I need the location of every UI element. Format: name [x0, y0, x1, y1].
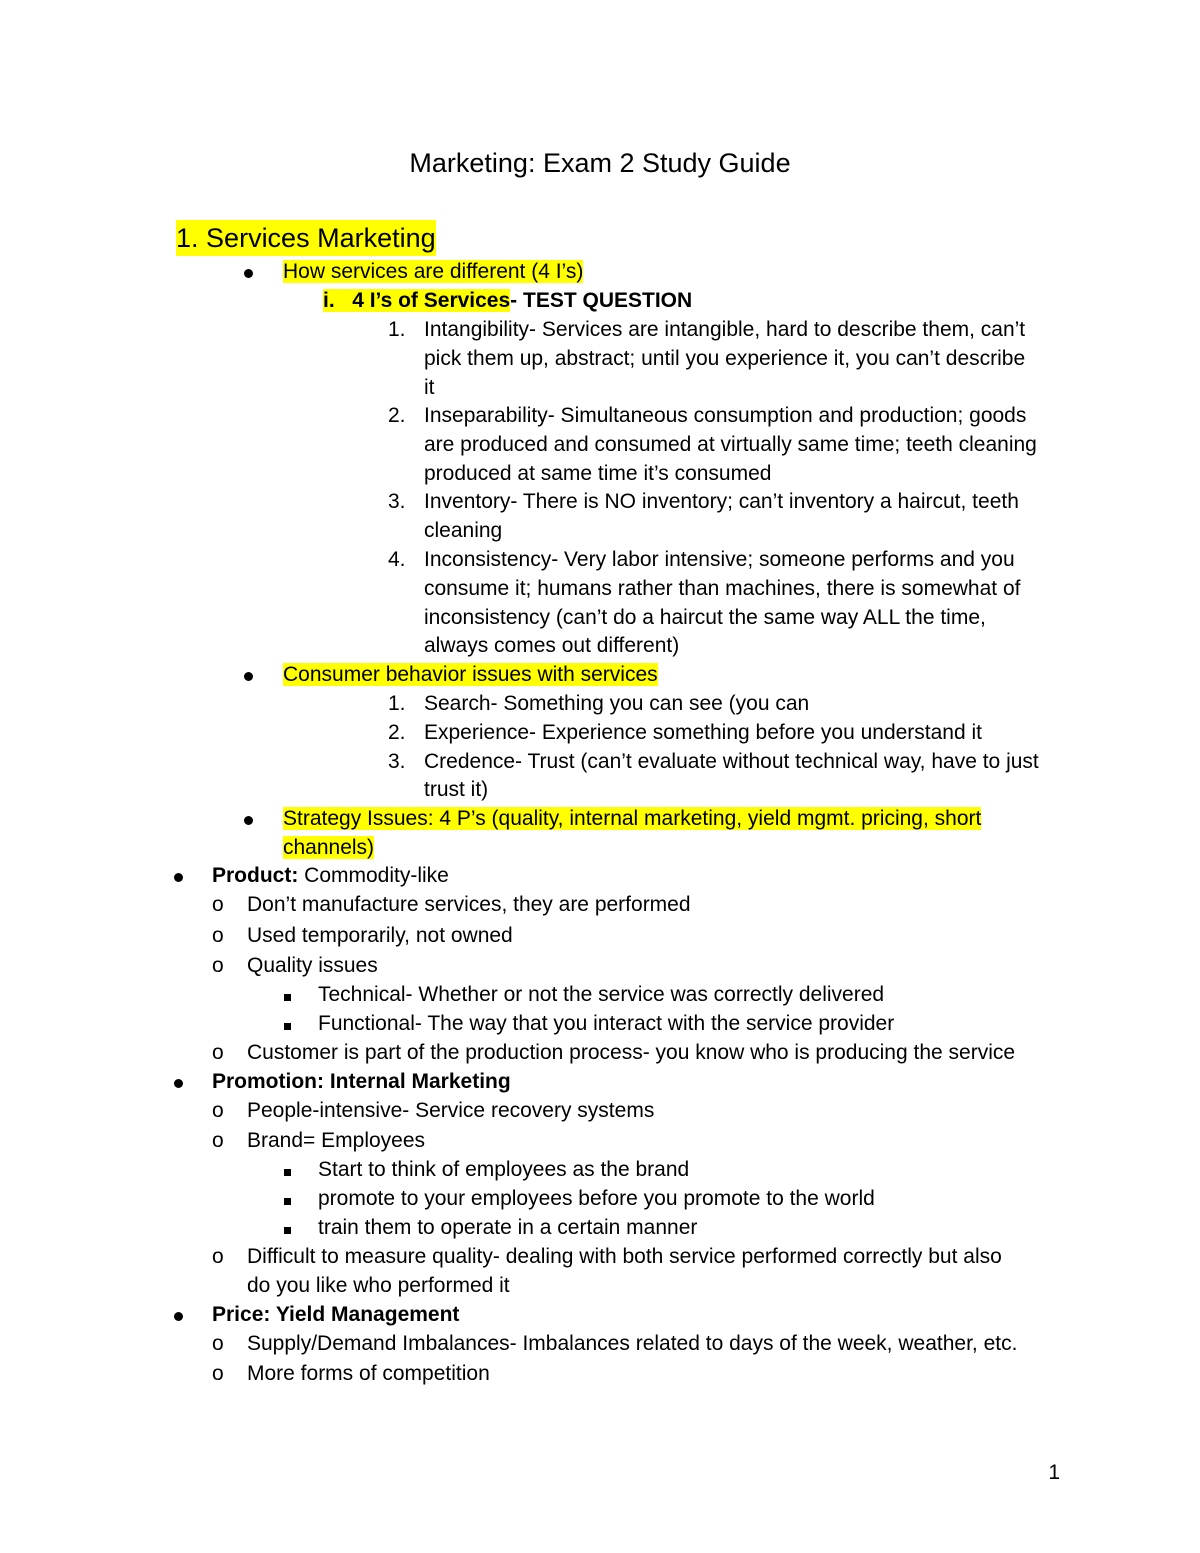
list-item: People-intensive- Service recovery systems	[247, 1099, 655, 1122]
list-item: Used temporarily, not owned	[247, 924, 513, 947]
list-item-text: How services are different (4 I’s)	[283, 260, 584, 283]
list-item: Don’t manufacture services, they are performed	[247, 893, 691, 916]
list-item-line: Difficult to measure quality- dealing with both service performed correctly but also	[247, 1245, 1002, 1268]
sublist-heading	[323, 286, 692, 315]
list-item: Customer is part of the production process- you know who is producing the service	[247, 1041, 1016, 1064]
item-number: 3.	[388, 490, 406, 513]
item-number: 1.	[388, 692, 406, 715]
circle-bullet-icon: o	[212, 893, 224, 916]
sublist-label: 4 I’s of Services	[352, 289, 511, 312]
list-item-text: Strategy Issues: 4 P’s (quality, internal marketing, yield mgmt. pricing, short	[283, 807, 982, 830]
list-item-line	[283, 833, 374, 862]
item-number: 2.	[388, 721, 406, 744]
circle-bullet-icon: o	[212, 1332, 224, 1355]
item-number: 3.	[388, 750, 406, 773]
list-item-line: trust it)	[424, 778, 489, 801]
list-item: promote to your employees before you promote to the world	[318, 1187, 875, 1210]
circle-bullet-icon: o	[212, 1041, 224, 1064]
section-label: Price: Yield Management	[212, 1303, 460, 1326]
list-item-line: produced at same time it’s consumed	[424, 462, 772, 485]
circle-bullet-icon: o	[212, 1245, 224, 1268]
section-text: Commodity-like	[298, 864, 449, 887]
list-item-line: Inventory- There is NO inventory; can’t inventory a haircut, teeth	[424, 490, 1019, 513]
list-item: Functional- The way that you interact with the service provider	[318, 1012, 895, 1035]
bullet-icon	[174, 1300, 183, 1329]
list-item: Brand= Employees	[247, 1129, 426, 1152]
section-label: Promotion: Internal Marketing	[212, 1070, 511, 1093]
list-item	[283, 660, 658, 689]
document-title: Marketing: Exam 2 Study Guide	[409, 148, 791, 178]
list-item-line: consume it; humans rather than machines, there is somewhat of	[424, 577, 1021, 600]
bullet-icon	[244, 804, 253, 833]
bullet-icon	[244, 660, 253, 689]
section-label: Product:	[212, 864, 299, 887]
list-item: train them to operate in a certain manner	[318, 1216, 698, 1239]
list-item-line: Inseparability- Simultaneous consumption and production; goods	[424, 404, 1027, 427]
circle-bullet-icon: o	[212, 1129, 224, 1152]
bullet-icon	[244, 257, 253, 286]
bullet-icon	[174, 861, 183, 890]
list-item-line: always comes out different)	[424, 634, 680, 657]
item-number: 4.	[388, 548, 406, 571]
item-number: 2.	[388, 404, 406, 427]
list-item: More forms of competition	[247, 1362, 490, 1385]
list-item-line: Intangibility- Services are intangible, hard to describe them, can’t	[424, 318, 1026, 341]
list-item-line: Experience- Experience something before you understand it	[424, 721, 982, 744]
section-heading	[176, 220, 436, 256]
list-item-line: pick them up, abstract; until you experience it, you can’t describe	[424, 347, 1026, 370]
list-item-line: Credence- Trust (can’t evaluate without technical way, have to just	[424, 750, 1039, 773]
section-item	[212, 861, 449, 890]
square-bullet-icon	[284, 980, 291, 1009]
list-item-text: Consumer behavior issues with services	[283, 663, 658, 686]
circle-bullet-icon: o	[212, 954, 224, 977]
list-item: Technical- Whether or not the service was correctly delivered	[318, 983, 885, 1006]
list-item: Supply/Demand Imbalances- Imbalances related to days of the week, weather, etc.	[247, 1332, 1018, 1355]
square-bullet-icon	[284, 1155, 291, 1184]
item-number: 1.	[388, 318, 406, 341]
list-item-line: do you like who performed it	[247, 1274, 510, 1297]
list-item-line	[283, 804, 981, 833]
heading-number: 1.	[176, 223, 199, 253]
square-bullet-icon	[284, 1184, 291, 1213]
sublist-suffix: - TEST QUESTION	[510, 289, 693, 312]
list-item: Quality issues	[247, 954, 378, 977]
list-item-line: cleaning	[424, 519, 503, 542]
list-item: Start to think of employees as the brand	[318, 1158, 690, 1181]
circle-bullet-icon: o	[212, 1099, 224, 1122]
bullet-icon	[174, 1067, 183, 1096]
list-item-line: inconsistency (can’t do a haircut the same way ALL the time,	[424, 606, 986, 629]
list-item	[283, 257, 583, 286]
list-item-line: Search- Something you can see (you can	[424, 692, 810, 715]
square-bullet-icon	[284, 1009, 291, 1038]
roman-marker: i.	[323, 289, 335, 312]
circle-bullet-icon: o	[212, 924, 224, 947]
square-bullet-icon	[284, 1213, 291, 1242]
list-item-line: Inconsistency- Very labor intensive; someone performs and you	[424, 548, 1015, 571]
heading-text: Services Marketing	[206, 223, 436, 253]
page-number: 1	[1048, 1461, 1060, 1484]
list-item-line: are produced and consumed at virtually same time; teeth cleaning	[424, 433, 1037, 456]
list-item-text: channels)	[283, 836, 375, 859]
circle-bullet-icon: o	[212, 1362, 224, 1385]
list-item-line: it	[424, 376, 435, 399]
